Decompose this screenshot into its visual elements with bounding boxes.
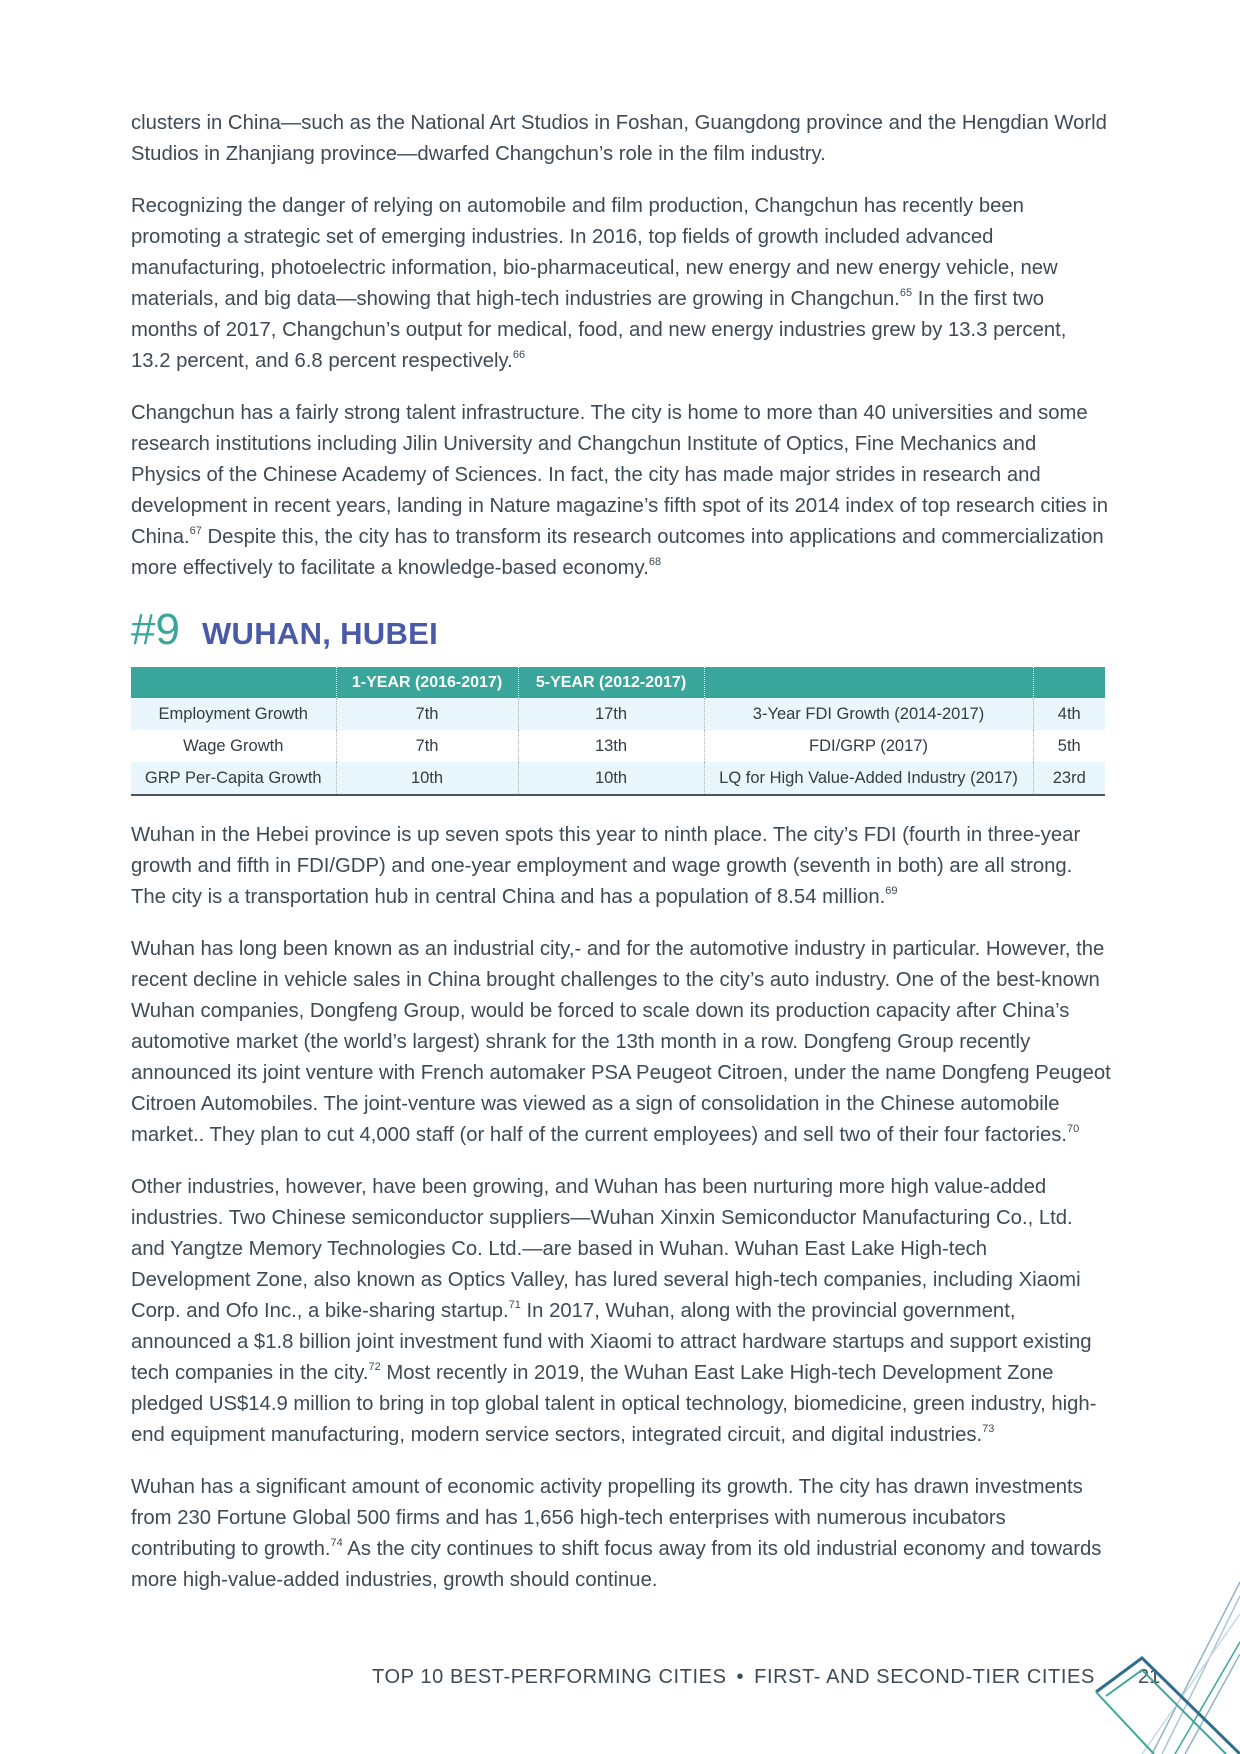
footnote-ref[interactable]: 66 <box>512 349 526 361</box>
column-header <box>704 667 1033 698</box>
table-cell: 13th <box>518 730 704 762</box>
footnote-ref[interactable]: 72 <box>368 1361 381 1373</box>
footnote-ref[interactable]: 71 <box>508 1299 521 1311</box>
metrics-table <box>131 667 1105 796</box>
paragraph: Wuhan in the Hebei province is up seven spots this year to ninth place. The city’s FDI (fourth in three-year growth and fifth in FDI/GDP) and one-year employment and wage growth (seventh in both) are all strong. The city is a transportation hub in central China and has a population of 8.54 million.$^{69}$ <box>131 824 1081 908</box>
section-heading <box>131 605 1111 657</box>
table-cell: 7th <box>336 698 518 730</box>
footnote-ref[interactable]: 73 <box>982 1423 995 1435</box>
column-header: 1-YEAR (2016-2017) <box>336 667 518 698</box>
page-number: 21 <box>1138 1666 1161 1688</box>
table-cell: FDI/GRP (2017) <box>704 730 1033 762</box>
corner-ornament-icon <box>1090 1554 1240 1754</box>
footnote-ref[interactable]: 65 <box>899 287 913 299</box>
column-header: 5-YEAR (2012-2017) <box>518 667 704 698</box>
paragraph: clusters in China—such as the National Art Studios in Foshan, Guangdong province and the Hengdian World Studios in Zhanjiang province—dwarfed Changchun’s role in the film industry. <box>131 112 1107 165</box>
table-cell: 7th <box>336 730 518 762</box>
footer-subtitle: FIRST- AND SECOND-TIER CITIES <box>754 1666 1095 1688</box>
table-cell: 17th <box>518 698 704 730</box>
table-cell: 10th <box>336 762 518 795</box>
footer-title: TOP 10 BEST-PERFORMING CITIES <box>372 1666 727 1688</box>
table-row <box>131 730 1105 762</box>
table-header-row <box>131 667 1105 698</box>
paragraph: Wuhan has a significant amount of economic activity propelling its growth. The city has drawn investments from 230 Fortune Global 500 firms and has 1,656 high-tech enterprises with numerous incubators contributing to growth.$^{74}$ As the city continues to shift focus away from its old industrial economy and towards more high-value-added industries, growth should continue. <box>131 1476 1102 1591</box>
rank-label: #9 <box>131 605 180 654</box>
table-row <box>131 762 1105 795</box>
table-cell: LQ for High Value-Added Industry (2017) <box>704 762 1033 795</box>
paragraph: Changchun has a fairly strong talent infrastructure. The city is home to more than 40 universities and some research institutions including Jilin University and Changchun Institute of Optics, Fine Mechanics and Physics of the Chinese Academy of Sciences. In fact, the city has made major strides in research and development in recent years, landing in Nature magazine’s fifth spot of its 2014 index of top research cities in China.$^{67}$ Despite this, the city has to transform its research outcomes into applications and commercialization more effectively to facilitate a knowledge-based economy.$^{68}$ <box>131 402 1109 579</box>
table-cell: Wage Growth <box>131 730 336 762</box>
running-footer <box>372 1666 1095 1689</box>
paragraph: Other industries, however, have been growing, and Wuhan has been nurturing more high value-added industries. Two Chinese semiconductor suppliers—Wuhan Xinxin Semiconductor Manufacturing Co., Ltd. and Yangtze Memory Technologies Co. Ltd.—are based in Wuhan. Wuhan East Lake High-tech Development Zone, also known as Optics Valley, has lured several high-tech companies, including Xiaomi Corp. and Ofo Inc., a bike-sharing startup.$^{71}$ In 2017, Wuhan, along with the provincial government, announced a $1.8 billion joint investment fund with Xiaomi to attract hardware startups and support existing tech companies in the city.$^{72}$ Most recently in 2019, the Wuhan East Lake High-tech Development Zone pledged US$14.9 million to bring in top global talent in optical technology, biomedicine, green industry, high-end equipment manufacturing, modern service sectors, integrated circuit, and digital industries.$^{73}$ <box>131 1176 1097 1446</box>
table-cell: 3-Year FDI Growth (2014-2017) <box>704 698 1033 730</box>
city-title: WUHAN, HUBEI <box>201 616 439 651</box>
footnote-ref[interactable]: 69 <box>885 885 898 897</box>
footer-separator: • <box>736 1666 745 1688</box>
table-cell: 10th <box>518 762 704 795</box>
footnote-ref[interactable]: 68 <box>648 556 662 568</box>
column-header <box>131 667 336 698</box>
footnote-ref[interactable]: 70 <box>1067 1123 1080 1135</box>
paragraph: Recognizing the danger of relying on automobile and film production, Changchun has recently been promoting a strategic set of emerging industries. In 2016, top fields of growth included advanced manufacturing, photoelectric information, bio-pharmaceutical, new energy and new energy vehicle, new materials, and big data—showing that high-tech industries are growing in Changchun.$^{65}$ In the first two months of 2017, Changchun’s output for medical, food, and new energy industries grew by 13.3 percent, 13.2 percent, and 6.8 percent respectively.$^{66}$ <box>131 195 1067 372</box>
footnote-ref[interactable]: 67 <box>189 525 202 537</box>
table-row <box>131 698 1105 730</box>
footnote-ref[interactable]: 74 <box>330 1537 343 1549</box>
table-cell: GRP Per-Capita Growth <box>131 762 336 795</box>
table-cell: 23rd <box>1033 762 1105 795</box>
column-header <box>1033 667 1105 698</box>
table-cell: 5th <box>1057 736 1081 755</box>
page-content <box>131 108 1111 1617</box>
table-cell: 4th <box>1033 698 1105 730</box>
table-cell: Employment Growth <box>131 698 336 730</box>
paragraph: Wuhan has long been known as an industrial city,- and for the automotive industry in particular. However, the recent decline in vehicle sales in China brought challenges to the city’s auto industry. One of the best-known Wuhan companies, Dongfeng Group, would be forced to scale down its production capacity after China’s automotive market (the world’s largest) shrank for the 13th month in a row. Dongfeng Group recently announced its joint venture with French automaker PSA Peugeot Citroen, under the name Dongfeng Peugeot Citroen Automobiles. The joint-venture was viewed as a sign of consolidation in the Chinese automobile market.. They plan to cut 4,000 staff (or half of the current employees) and sell two of their four factories.$^{70}$ <box>131 938 1111 1146</box>
